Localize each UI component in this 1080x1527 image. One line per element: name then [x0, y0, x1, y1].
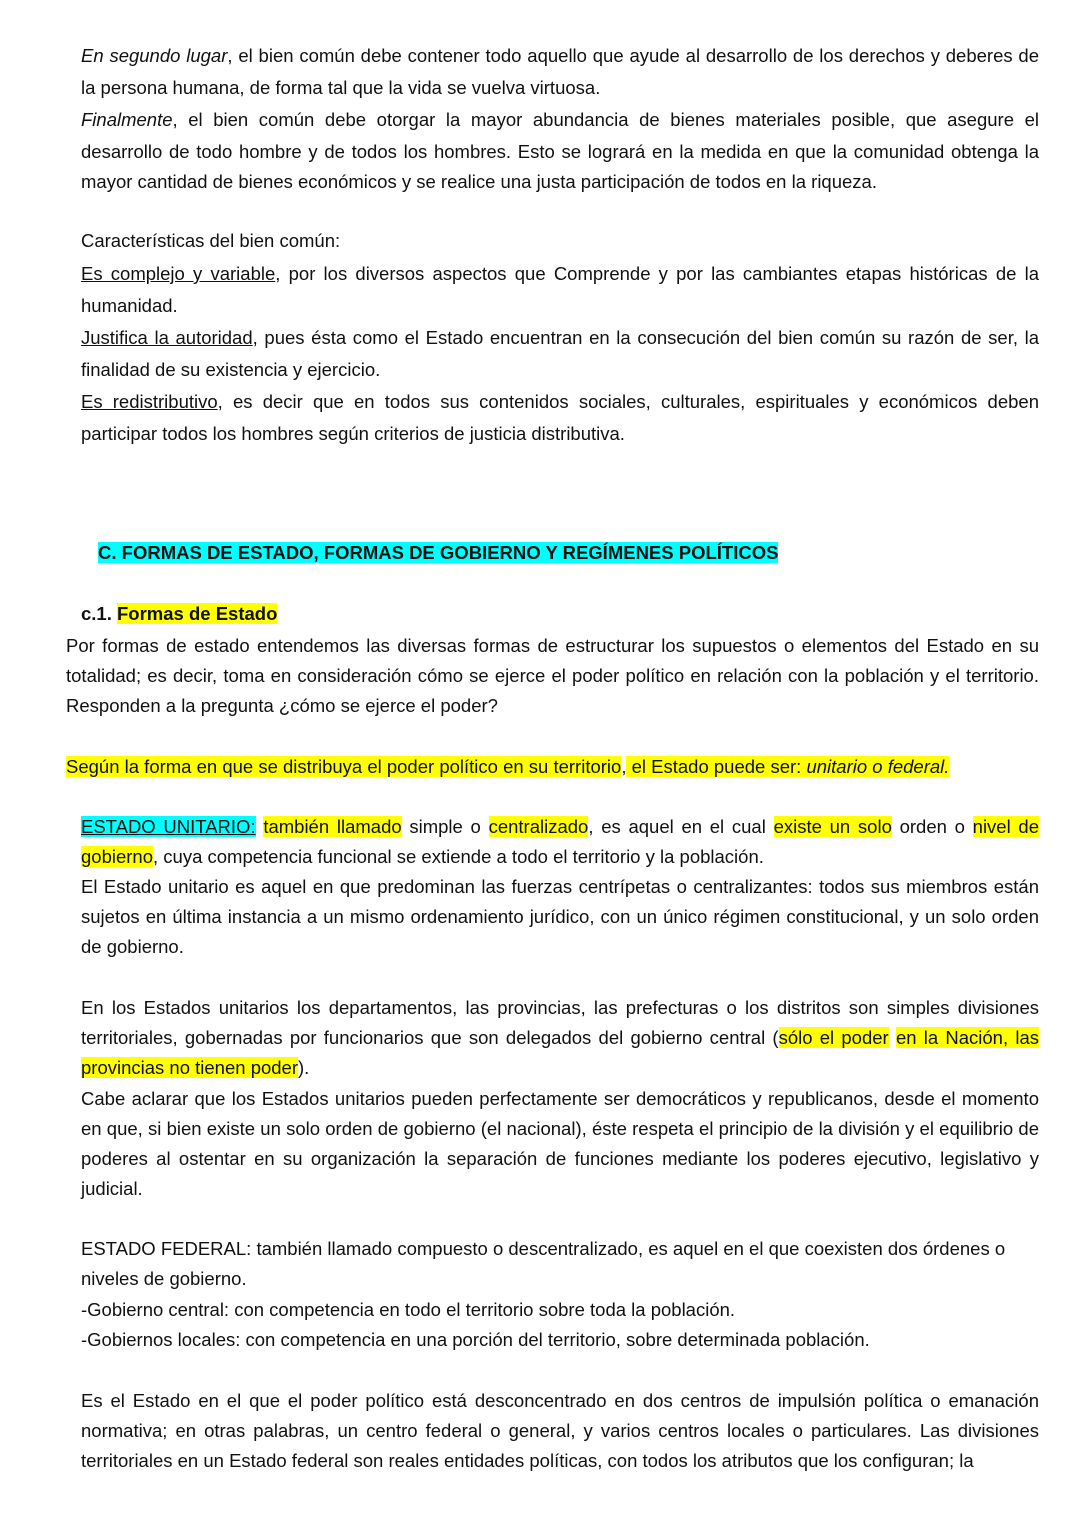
lead-finalmente: Finalmente [81, 109, 173, 130]
text-autoridad: , pues ésta como el Estado encuentran en la consecución del bien común su razón de ser, la finalidad de su existencia y ejercicio. [81, 327, 1040, 380]
list-item [81, 259, 1039, 321]
subsection-number: c.1. [81, 603, 117, 624]
paragraph-segundo-lugar [81, 41, 1039, 103]
highlight-unitario-federal: unitario o federal. [806, 756, 950, 777]
heading-caracteristicas: Características del bien común: [81, 230, 341, 251]
list-item [81, 387, 1039, 449]
list-item-gobierno-central: -Gobierno central: con competencia en todo el territorio sobre toda la población. [81, 1299, 736, 1320]
subsection-label: Formas de Estado [117, 603, 278, 624]
term-complejo: Es complejo y variable [81, 263, 276, 284]
paragraph-unitario-divisiones: En los Estados unitarios los departamentos, las provincias, las prefecturas o los distritos son simples divisiones territoriales, gobernadas por funcionarios que son delegados del gobierno central (sólo el poder en la Nación, las provincias no tienen poder). [81, 997, 1039, 1078]
text-redistributivo: , es decir que en todos sus contenidos sociales, culturales, espirituales y económicos deben participar todos los hombres según criterios de justicia distributiva. [81, 391, 1039, 444]
text-segundo-lugar: , el bien común debe contener todo aquello que ayude al desarrollo de los derechos y deberes de la persona humana, de forma tal que la vida se vuelva virtuosa. [81, 45, 1040, 98]
lead-en-segundo-lugar: En segundo lugar [81, 45, 228, 66]
paragraph-estado-unitario: ESTADO UNITARIO: también llamado simple o centralizado, es aquel en el cual existe un solo orden o nivel de gobierno, cuya competencia funcional se extiende a todo el territorio y la población. [81, 816, 1040, 867]
paragraph-federal-desconcentrado: Es el Estado en el que el poder político está desconcentrado en dos centros de impulsión política o emanación normativa; en otras palabras, un centro federal o general, y varios centros locales o particulares. Las divisiones territoriales en un Estado federal son reales entidades políticas, con todos los atributos que los configuran; la [81, 1390, 1039, 1471]
paragraph-estado-federal: ESTADO FEDERAL: también llamado compuesto o descentralizado, es aquel en el que coexisten dos órdenes o niveles de gobierno. [81, 1238, 1006, 1289]
label-estado-unitario: ESTADO UNITARIO: [81, 816, 256, 837]
section-title [98, 538, 778, 568]
text-complejo: , por los diversos aspectos que Comprende y por las cambiantes etapas históricas de la humanidad. [81, 263, 1039, 316]
paragraph-unitario-democraticos: Cabe aclarar que los Estados unitarios pueden perfectamente ser democráticos y republicanos, desde el momento en que, si bien existe un solo orden de gobierno (el nacional), éste respeta el principio de la división y el equilibrio de poderes al ostentar en su organización la separación de funciones mediante los poderes ejecutivo, legislativo y judicial. [81, 1088, 1039, 1199]
text-finalmente: , el bien común debe otorgar la mayor abundancia de bienes materiales posible, que asegure el desarrollo de todo hombre y de todos los hombres. Esto se logrará en la medida en que la comunidad obtenga la mayor cantidad de bienes económicos y se realice una justa participación de todos en la riqueza. [81, 109, 1039, 192]
highlight-segun: Según la forma en que se distribuya el poder político en su territorio [66, 756, 622, 777]
term-redistributivo: Es redistributivo [81, 391, 218, 412]
list-item-gobiernos-locales: -Gobiernos locales: con competencia en una porción del territorio, sobre determinada población. [81, 1329, 870, 1350]
list-item [81, 323, 1039, 385]
paragraph-segun-forma: Según la forma en que se distribuya el poder político en su territorio, el Estado puede ser: unitario o federal. [66, 756, 950, 777]
paragraph-finalmente [81, 105, 1039, 197]
section-c-title: C. FORMAS DE ESTADO, FORMAS DE GOBIERNO Y REGÍMENES POLÍTICOS [98, 542, 779, 563]
highlight-estado-puede: el Estado puede ser: [626, 756, 807, 777]
paragraph-formas-intro: Por formas de estado entendemos las diversas formas de estructurar los supuestos o elementos del Estado en su totalidad; es decir, toma en consideración cómo se ejerce el poder político en relación con la población y el territorio. Responden a la pregunta ¿cómo se ejerce el poder? [66, 635, 1039, 716]
term-autoridad: Justifica la autoridad [81, 327, 253, 348]
paragraph-unitario-fuerzas: El Estado unitario es aquel en que predominan las fuerzas centrípetas o centralizantes: todos sus miembros están sujetos en última instancia a un mismo ordenamiento jurídico, con un único régimen constitucional, y un solo orden de gobierno. [81, 876, 1039, 957]
subsection-title [81, 599, 277, 629]
